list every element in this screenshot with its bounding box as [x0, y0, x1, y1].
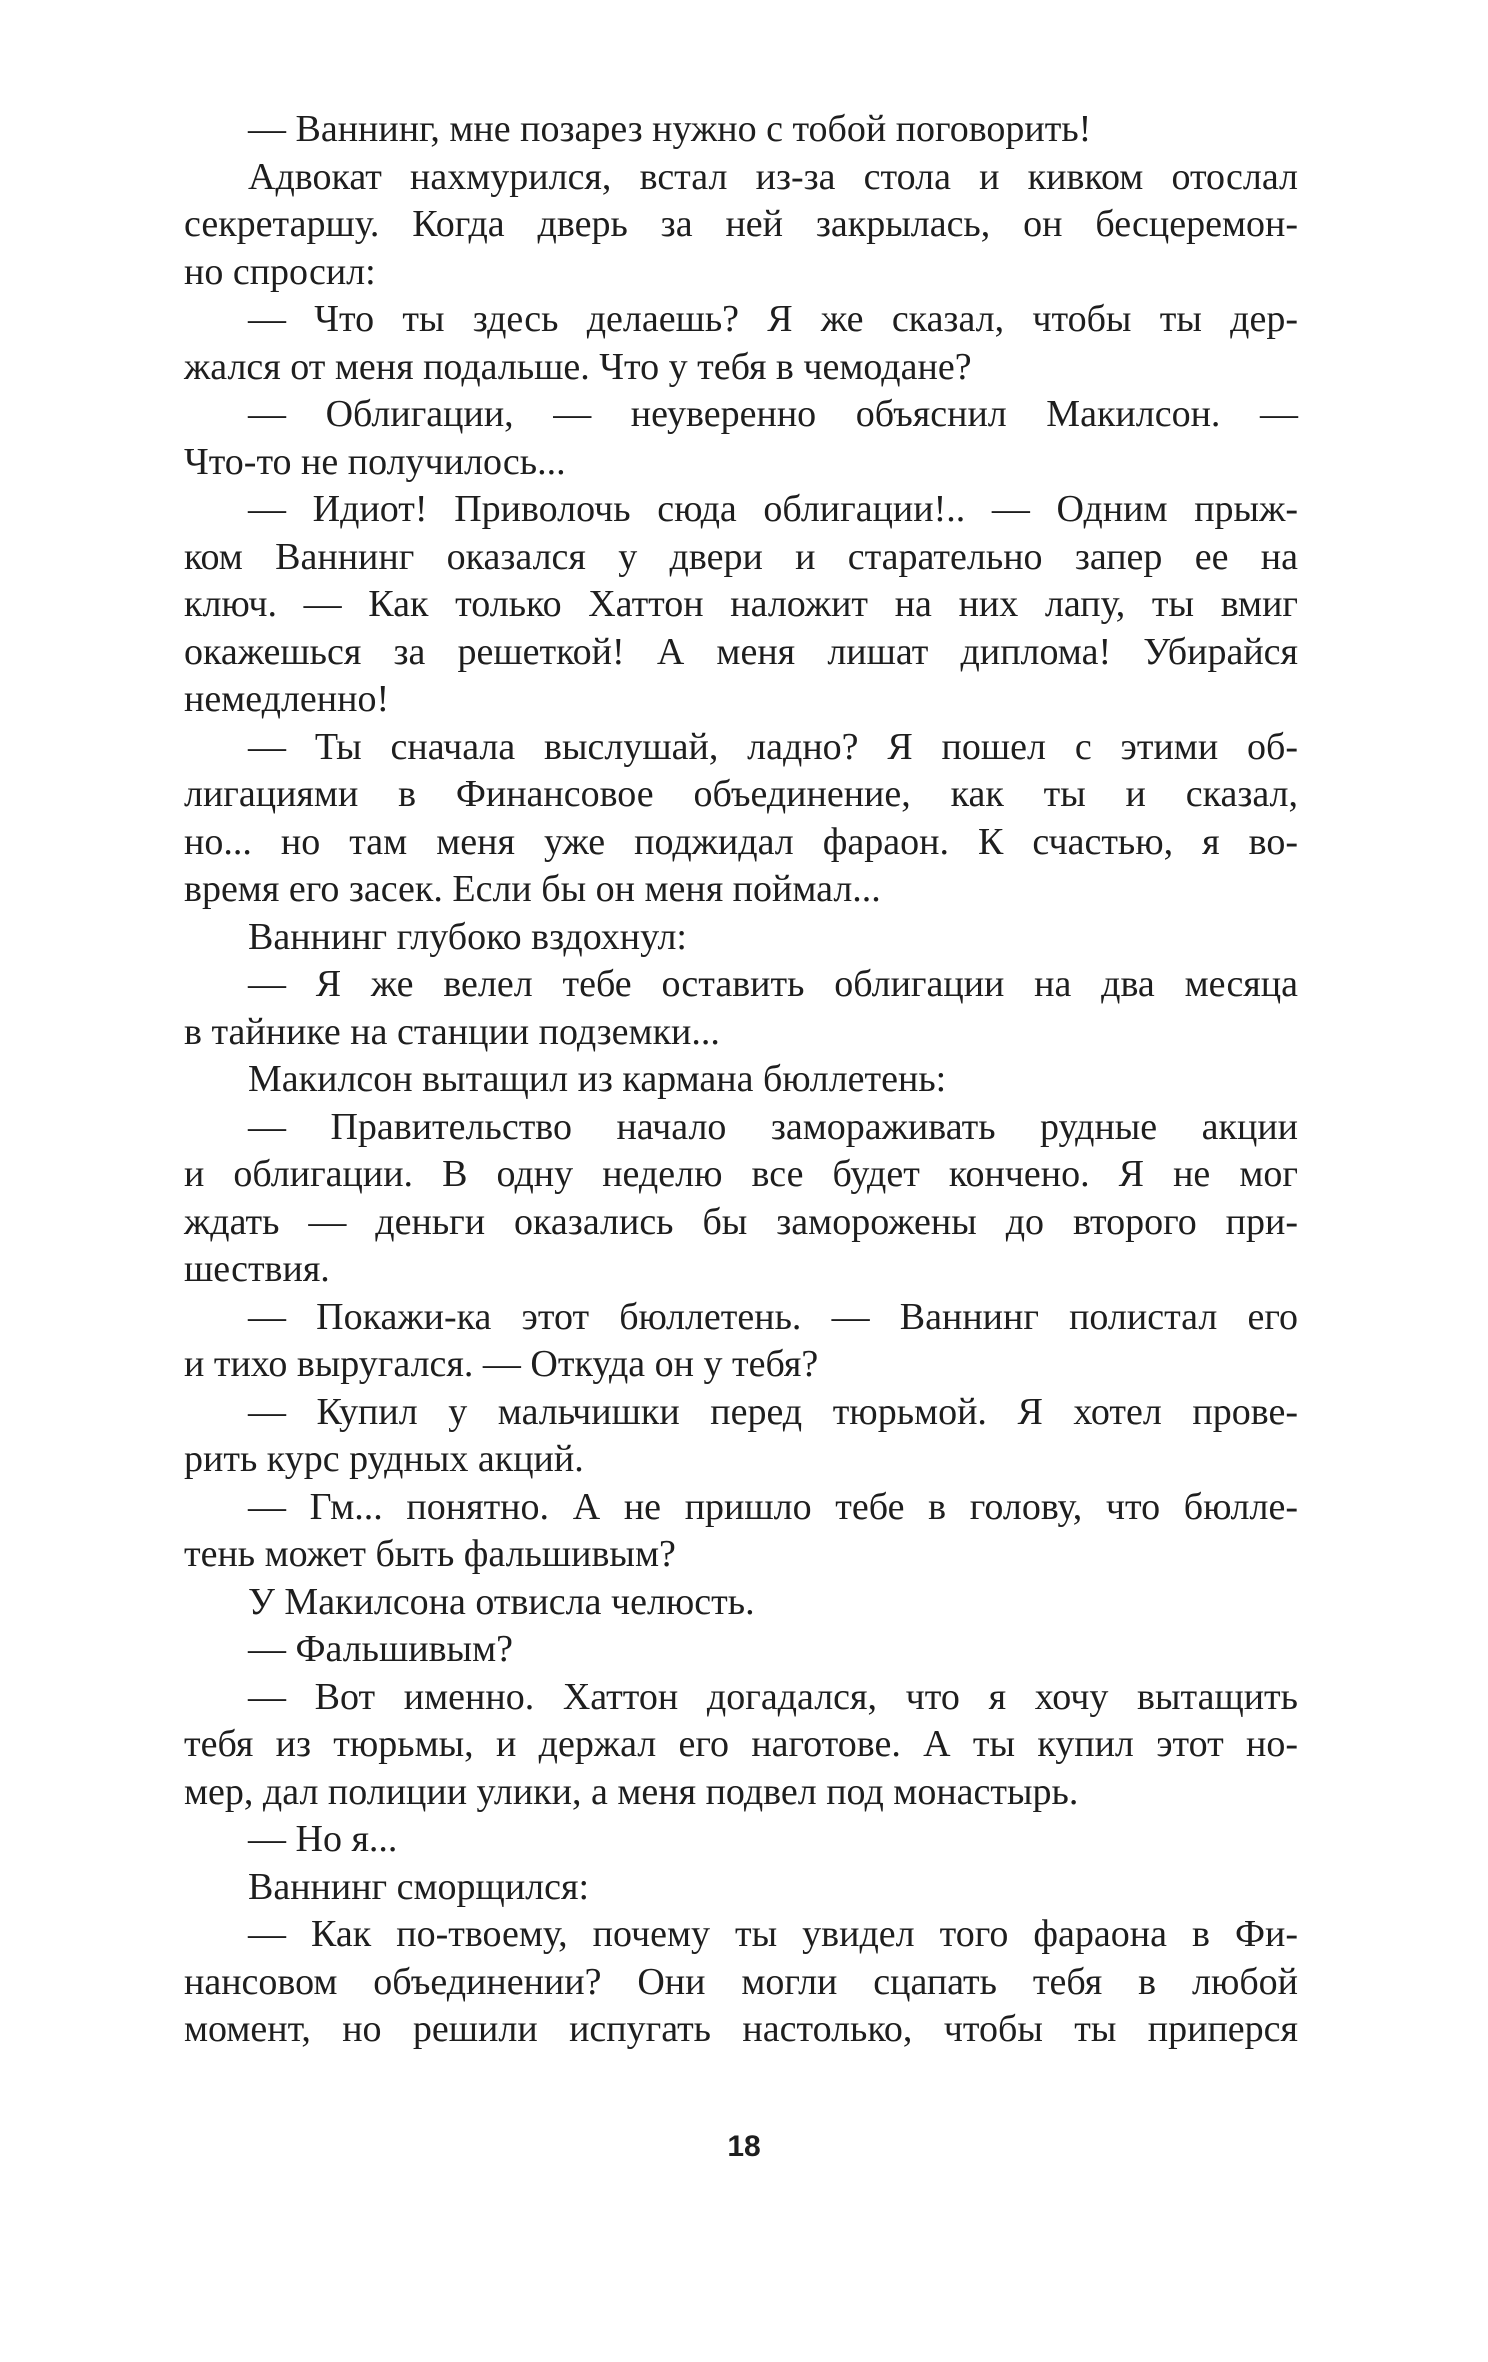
text-line: нансовом объединении? Они могли сцапать тебя в любой — [184, 1960, 1298, 2003]
text-line: — Я же велел тебе оставить облигации на два месяца — [248, 963, 1298, 1005]
text-line: время его засек. Если бы он меня поймал... — [184, 868, 881, 910]
text-line: — Вот именно. Хаттон догадался, что я хочу вытащить — [248, 1675, 1298, 1718]
text-line: тебя из тюрьмы, и держал его наготове. А ты купил этот но- — [184, 1723, 1298, 1765]
text-line: ждать — деньги оказались бы заморожены до второго при- — [184, 1200, 1298, 1243]
text-line: — Гм... понятно. А не пришло тебе в голову, что бюлле- — [248, 1485, 1298, 1528]
text-line: но спросил: — [184, 250, 376, 293]
text-line: Ваннинг сморщился: — [248, 1865, 590, 1908]
page-number: 18 — [727, 2130, 761, 2163]
text-line: момент, но решили испугать настолько, чтобы ты приперся — [184, 2008, 1298, 2050]
text-line: — Но я... — [248, 1818, 398, 1860]
text-line: Адвокат нахмурился, встал из-за стола и кивком отослал — [248, 155, 1298, 198]
text-line: шествия. — [184, 1248, 330, 1290]
text-line: — Ваннинг, мне позарез нужно с тобой поговорить! — [248, 108, 1092, 150]
text-line: Макилсон вытащил из кармана бюллетень: — [248, 1058, 947, 1100]
text-line: мер, дал полиции улики, а меня подвел под монастырь. — [184, 1770, 1079, 1813]
text-line: немедленно! — [184, 678, 390, 720]
text-line: — Что ты здесь делаешь? Я же сказал, чтобы ты дер- — [248, 298, 1298, 340]
text-line: — Купил у мальчишки перед тюрьмой. Я хотел прове- — [248, 1390, 1298, 1433]
text-line: — Идиот! Приволочь сюда облигации!.. — Одним прыж- — [248, 488, 1298, 530]
text-line: — Ты сначала выслушай, ладно? Я пошел с этими об- — [248, 725, 1298, 768]
text-line: — Правительство начало замораживать рудные акции — [248, 1105, 1298, 1148]
text-line: У Макилсона отвисла челюсть. — [248, 1580, 755, 1623]
text-line: жался от меня подальше. Что у тебя в чемодане? — [184, 345, 972, 388]
text-line: — Фальшивым? — [248, 1628, 513, 1670]
text-line: ключ. — Как только Хаттон наложит на них лапу, ты вмиг — [184, 583, 1298, 625]
text-line: рить курс рудных акций. — [184, 1438, 584, 1480]
text-line: Ваннинг глубоко вздохнул: — [248, 915, 687, 958]
text-line: но... но там меня уже поджидал фараон. К счастью, я во- — [184, 820, 1298, 863]
page-text — [184, 106, 1298, 2054]
text-line: ком Ваннинг оказался у двери и старательно запер ее на — [184, 535, 1298, 578]
text-line: и облигации. В одну неделю все будет кончено. Я не мог — [184, 1153, 1298, 1195]
text-line: Что-то не получилось... — [184, 440, 566, 483]
text-line: в тайнике на станции подземки... — [184, 1010, 720, 1053]
text-line: окажешься за решеткой! А меня лишат диплома! Убирайся — [184, 630, 1298, 673]
text-line: и тихо выругался. — Откуда он у тебя? — [184, 1343, 819, 1385]
text-line: лигациями в Финансовое объединение, как ты и сказал, — [184, 773, 1298, 815]
text-line: — Покажи-ка этот бюллетень. — Ваннинг полистал его — [248, 1295, 1298, 1338]
text-line: секретаршу. Когда дверь за ней закрылась, он бесцеремон- — [184, 203, 1298, 245]
text-line: тень может быть фальшивым? — [184, 1533, 676, 1575]
text-line: — Как по-твоему, почему ты увидел того фараона в Фи- — [248, 1913, 1298, 1955]
text-line: — Облигации, — неуверенно объяснил Макилсон. — — [248, 393, 1298, 435]
